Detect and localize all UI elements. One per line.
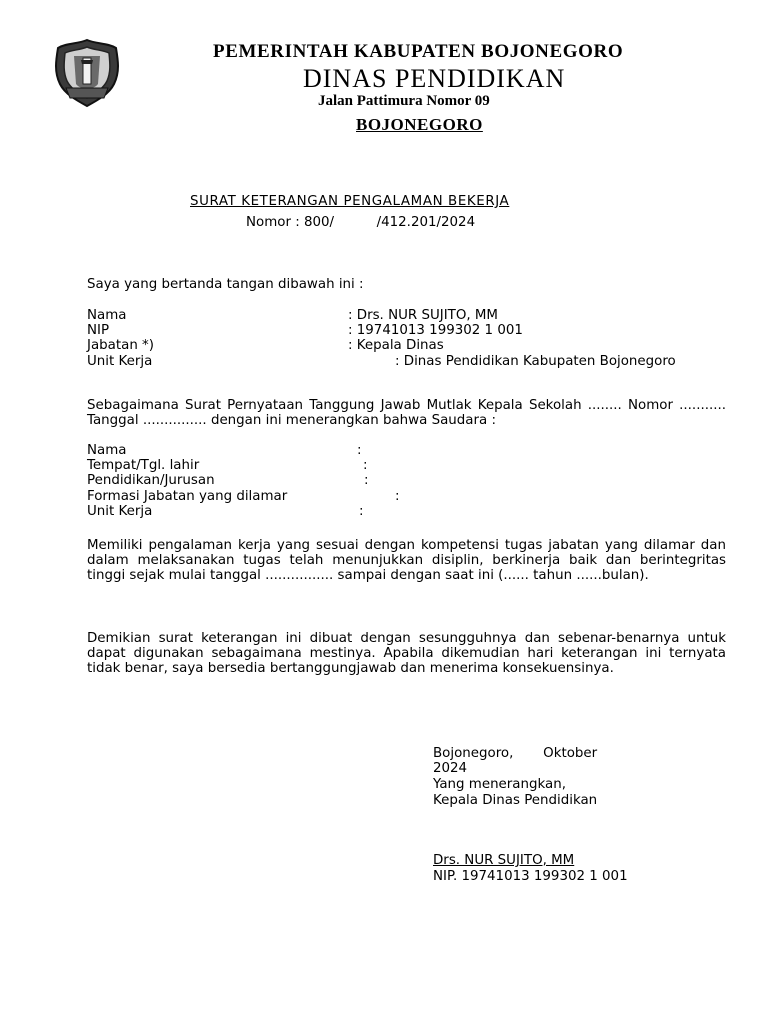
- header-address: Jalan Pattimura Nomor 09: [318, 93, 490, 109]
- bojonegoro-logo: [52, 38, 122, 108]
- subject-education-colon: :: [364, 473, 369, 488]
- subject-name-label: Nama: [87, 443, 127, 458]
- signature-line-1: Yang menerangkan,: [433, 777, 566, 792]
- signature-line-2: Kepala Dinas Pendidikan: [433, 793, 598, 808]
- letter-title: SURAT KETERANGAN PENGALAMAN BEKERJA: [190, 194, 510, 209]
- header-city: BOJONEGORO: [356, 115, 483, 134]
- subject-education-label: Pendidikan/Jurusan: [87, 473, 215, 488]
- signer-unit-value: : Dinas Pendidikan Kabupaten Bojonegoro: [395, 354, 676, 369]
- signer-name-value: : Drs. NUR SUJITO, MM: [348, 308, 498, 323]
- signature-name: Drs. NUR SUJITO, MM: [433, 853, 575, 868]
- subject-unit-colon: :: [359, 504, 364, 519]
- header-agency: DINAS PENDIDIKAN: [303, 64, 566, 93]
- intro-text: Saya yang bertanda tangan dibawah ini :: [87, 277, 364, 292]
- letter-number: Nomor : 800/ /412.201/2024: [246, 215, 476, 230]
- closing-paragraph: Demikian surat keterangan ini dibuat dengan sesungguhnya dan sebenar-benarnya untuk dapat digunakan sebagaimana mestinya. Apabila dikemudian hari keterangan ini ternyata tidak benar, saya bersedia bertanggungjawab dan menerima konsekuensinya.: [87, 631, 726, 676]
- signature-place-date: Bojonegoro, Oktober 2024: [433, 746, 602, 776]
- subject-name-colon: :: [357, 443, 362, 458]
- subject-formation-colon: :: [395, 489, 400, 504]
- header-government: PEMERINTAH KABUPATEN BOJONEGORO: [213, 41, 624, 62]
- signer-position-label: Jabatan *): [87, 338, 154, 353]
- signer-nip-value: : 19741013 199302 1 001: [348, 323, 523, 338]
- reference-paragraph: Sebagaimana Surat Pernyataan Tanggung Jawab Mutlak Kepala Sekolah ........ Nomor ........... Tanggal ............... dengan ini menerangkan bahwa Saudara :: [87, 398, 726, 428]
- subject-birth-colon: :: [363, 458, 368, 473]
- signer-nip-label: NIP: [87, 323, 110, 338]
- signer-unit-label: Unit Kerja: [87, 354, 153, 369]
- signature-nip: NIP. 19741013 199302 1 001: [433, 869, 628, 884]
- signer-name-label: Nama: [87, 308, 127, 323]
- subject-unit-label: Unit Kerja: [87, 504, 153, 519]
- subject-formation-label: Formasi Jabatan yang dilamar: [87, 489, 288, 504]
- signer-position-value: : Kepala Dinas: [348, 338, 444, 353]
- experience-paragraph: Memiliki pengalaman kerja yang sesuai dengan kompetensi tugas jabatan yang dilamar dan dalam melaksanakan tugas telah menunjukkan disiplin, berkinerja baik dan berintegritas tinggi sejak mulai tanggal ................ sampai dengan saat ini (...... tahun ......bulan).: [87, 538, 726, 583]
- subject-birth-label: Tempat/Tgl. lahir: [87, 458, 200, 473]
